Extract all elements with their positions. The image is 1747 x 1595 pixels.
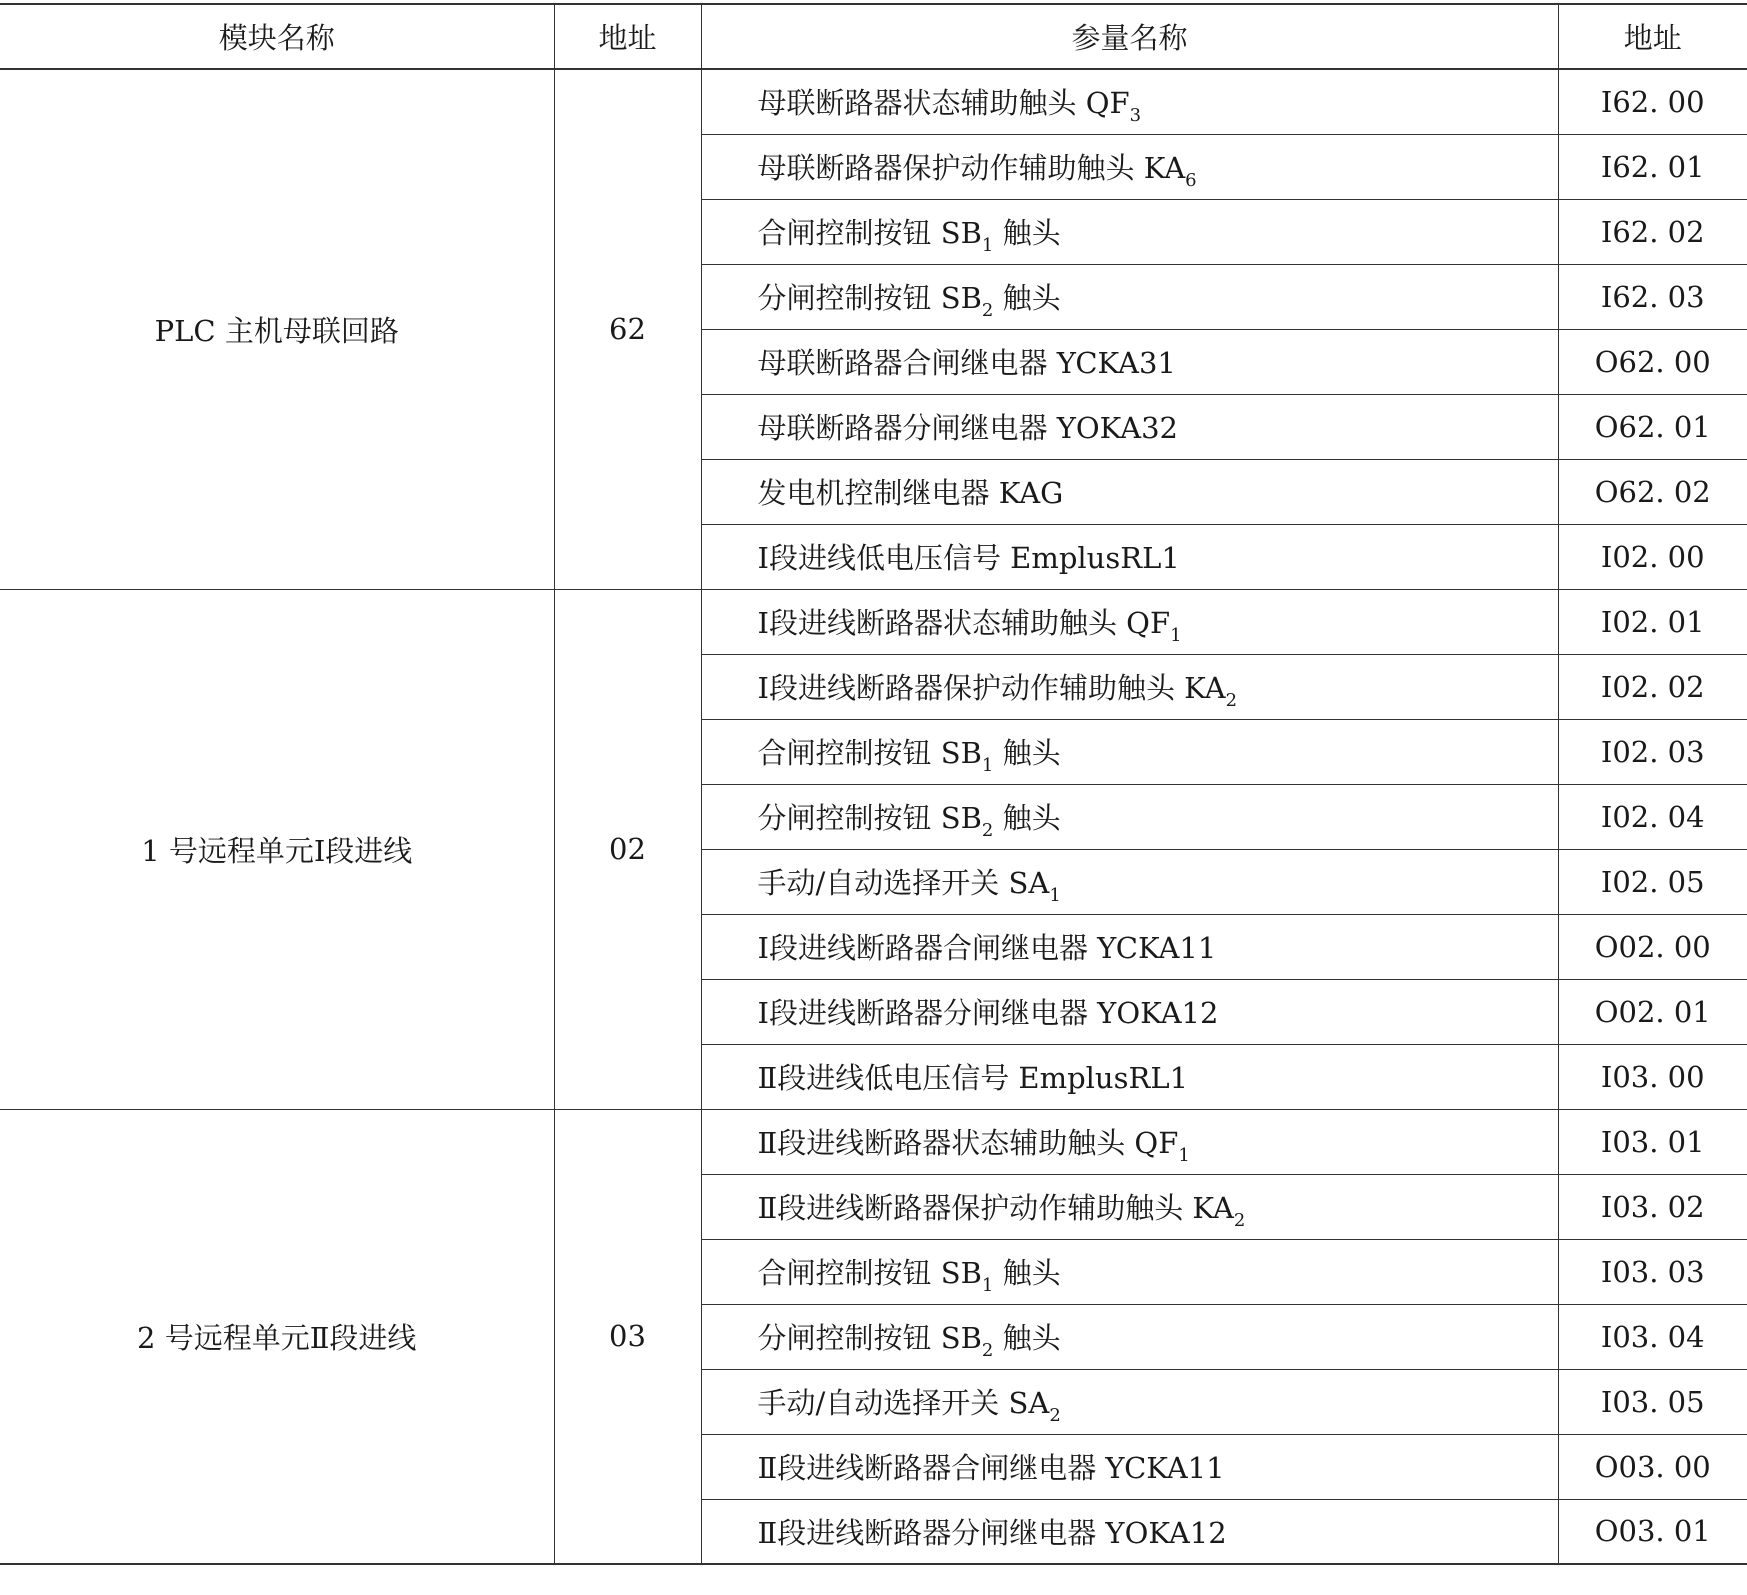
signal-name-cell (701, 1434, 1558, 1499)
signal-name-cell (701, 1044, 1558, 1109)
signal-address-cell: I02. 05 (1558, 849, 1747, 914)
signal-address-cell: I02. 03 (1558, 719, 1747, 784)
signal-name-subscript: 1 (981, 1275, 994, 1296)
module-address-cell: 62 (554, 69, 701, 589)
signal-name-cell (701, 1369, 1558, 1434)
signal-address-cell: I02. 02 (1558, 654, 1747, 719)
signal-name-subscript: 2 (1225, 690, 1238, 711)
signal-name-cell (701, 654, 1558, 719)
signal-name-text: 母联断路器保护动作辅助触头 KA (757, 151, 1186, 185)
signal-name-cell (701, 134, 1558, 199)
table-row (0, 1109, 1747, 1174)
signal-address-cell: I03. 00 (1558, 1044, 1747, 1109)
signal-name-subscript: 2 (981, 300, 994, 321)
signal-name-subscript: 2 (1049, 1405, 1061, 1426)
signal-name-text: Ⅱ段进线断路器合闸继电器 YCKA11 (757, 1451, 1225, 1485)
signal-name-subscript: 2 (981, 1340, 994, 1361)
signal-address-cell: O62. 00 (1558, 329, 1747, 394)
header-signal-name: 参量名称 (701, 4, 1558, 69)
signal-name-cell (701, 849, 1558, 914)
signal-name-text: 合闸控制按钮 SB (757, 216, 982, 250)
signal-name-subscript: 3 (1129, 105, 1142, 127)
signal-address-cell: I03. 04 (1558, 1304, 1747, 1369)
signal-name-cell (701, 1499, 1558, 1564)
signal-address-cell: I03. 02 (1558, 1174, 1747, 1239)
signal-name-text: 合闸控制按钮 SB (757, 736, 982, 770)
table-row (0, 69, 1747, 134)
signal-name-text: 合闸控制按钮 SB (757, 1256, 982, 1290)
signal-name-cell (701, 1304, 1558, 1369)
signal-address-cell: I62. 02 (1558, 199, 1747, 264)
signal-name-cell (701, 69, 1558, 134)
signal-name-subscript: 1 (1170, 625, 1182, 646)
signal-name-text: Ⅰ段进线低电压信号 EmplusRL1 (757, 541, 1180, 575)
signal-address-cell: I62. 01 (1558, 134, 1747, 199)
module-name-cell: 1 号远程单元Ⅰ段进线 (0, 589, 554, 1109)
signal-name-text: Ⅰ段进线断路器分闸继电器 YOKA12 (757, 996, 1219, 1030)
signal-name-cell (701, 784, 1558, 849)
signal-name-text: 发电机控制继电器 KAG (757, 476, 1064, 510)
signal-name-cell (701, 1174, 1558, 1239)
signal-name-suffix: 触头 (993, 281, 1061, 315)
signal-address-cell: O62. 02 (1558, 459, 1747, 524)
signal-address-cell: O02. 01 (1558, 979, 1747, 1044)
table-row (0, 589, 1747, 654)
signal-name-text: 手动/自动选择开关 SA (757, 1386, 1050, 1420)
signal-address-cell: I02. 00 (1558, 524, 1747, 589)
signal-name-cell (701, 589, 1558, 654)
signal-address-cell: O62. 01 (1558, 394, 1747, 459)
header-signal-address: 地址 (1558, 4, 1747, 69)
signal-address-cell: I03. 03 (1558, 1239, 1747, 1304)
signal-name-subscript: 1 (1178, 1145, 1190, 1166)
signal-address-cell: I62. 03 (1558, 264, 1747, 329)
signal-name-subscript: 1 (1049, 885, 1061, 906)
io-address-table (0, 3, 1747, 1565)
module-address-cell: 02 (554, 589, 701, 1109)
header-row (0, 4, 1747, 69)
signal-name-text: 分闸控制按钮 SB (757, 1321, 982, 1355)
signal-name-text: Ⅰ段进线断路器状态辅助触头 QF (757, 606, 1171, 640)
signal-name-cell (701, 524, 1558, 589)
table-body (0, 69, 1747, 1564)
signal-name-cell (701, 979, 1558, 1044)
signal-name-text: 母联断路器合闸继电器 YCKA31 (757, 346, 1176, 380)
signal-name-text: Ⅱ段进线断路器分闸继电器 YOKA12 (757, 1515, 1227, 1550)
signal-name-suffix: 触头 (993, 216, 1061, 250)
signal-name-cell (701, 264, 1558, 329)
signal-name-cell (701, 1239, 1558, 1304)
signal-address-cell: O03. 00 (1558, 1434, 1747, 1499)
signal-address-cell: O03. 01 (1558, 1499, 1747, 1564)
signal-name-text: Ⅱ段进线断路器保护动作辅助触头 KA (757, 1191, 1234, 1225)
signal-address-cell: I62. 00 (1558, 69, 1747, 134)
signal-name-cell (701, 329, 1558, 394)
header-module-name: 模块名称 (0, 4, 554, 69)
module-address-cell: 03 (554, 1109, 701, 1564)
signal-name-suffix: 触头 (993, 736, 1061, 770)
signal-name-text: 分闸控制按钮 SB (757, 281, 982, 315)
signal-address-cell: O02. 00 (1558, 914, 1747, 979)
signal-name-subscript: 2 (1233, 1210, 1246, 1231)
signal-name-text: Ⅰ段进线断路器合闸继电器 YCKA11 (757, 931, 1217, 965)
signal-name-text: 母联断路器状态辅助触头 QF (757, 86, 1130, 121)
signal-name-cell (701, 1109, 1558, 1174)
signal-name-suffix: 触头 (993, 801, 1061, 835)
signal-name-cell (701, 394, 1558, 459)
signal-name-cell (701, 199, 1558, 264)
signal-address-cell: I02. 04 (1558, 784, 1747, 849)
signal-name-subscript: 6 (1185, 170, 1197, 191)
signal-name-subscript: 1 (981, 755, 994, 776)
signal-name-text: Ⅱ段进线低电压信号 EmplusRL1 (757, 1061, 1189, 1095)
signal-name-suffix: 触头 (993, 1321, 1061, 1355)
signal-name-cell (701, 459, 1558, 524)
signal-name-subscript: 2 (981, 820, 994, 841)
signal-address-cell: I03. 01 (1558, 1109, 1747, 1174)
header-module-address: 地址 (554, 4, 701, 69)
module-name-cell: PLC 主机母联回路 (0, 69, 554, 589)
signal-name-cell (701, 719, 1558, 784)
signal-address-cell: I03. 05 (1558, 1369, 1747, 1434)
module-name-cell: 2 号远程单元Ⅱ段进线 (0, 1109, 554, 1564)
signal-name-text: Ⅰ段进线断路器保护动作辅助触头 KA (757, 671, 1226, 705)
signal-name-cell (701, 914, 1558, 979)
signal-name-text: 母联断路器分闸继电器 YOKA32 (757, 411, 1178, 445)
signal-address-cell: I02. 01 (1558, 589, 1747, 654)
signal-name-text: Ⅱ段进线断路器状态辅助触头 QF (757, 1126, 1179, 1160)
signal-name-text: 手动/自动选择开关 SA (757, 866, 1050, 900)
signal-name-suffix: 触头 (993, 1256, 1061, 1290)
signal-name-text: 分闸控制按钮 SB (757, 801, 982, 835)
signal-name-subscript: 1 (981, 235, 994, 256)
